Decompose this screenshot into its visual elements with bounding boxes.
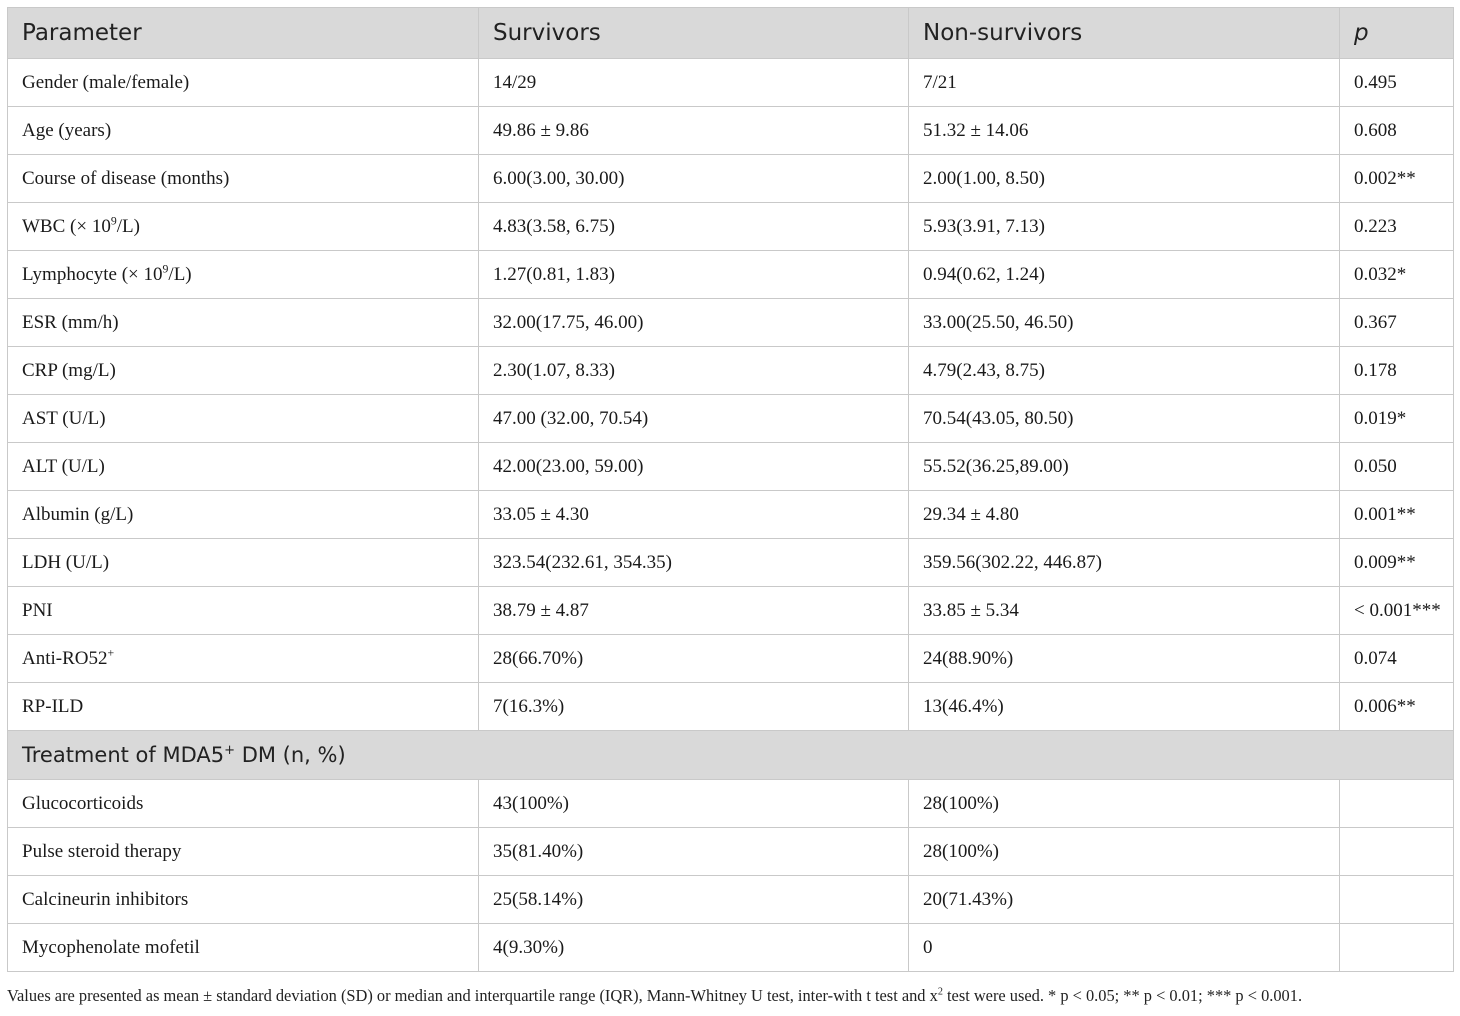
p-value-cell: 0.006** — [1340, 683, 1454, 731]
parameter-cell: CRP (mg/L) — [8, 347, 479, 395]
p-value-cell: 0.032* — [1340, 251, 1454, 299]
p-value-cell: 0.074 — [1340, 635, 1454, 683]
survivors-cell: 43(100%) — [479, 780, 909, 828]
section-header-row — [8, 731, 1454, 780]
survivors-cell: 28(66.70%) — [479, 635, 909, 683]
non-survivors-cell: 2.00(1.00, 8.50) — [909, 155, 1340, 203]
table-row — [8, 251, 1454, 299]
header-row — [8, 8, 1454, 59]
parameter-cell: Anti-RO52+ — [8, 635, 479, 683]
parameter-cell: RP-ILD — [8, 683, 479, 731]
table-row — [8, 59, 1454, 107]
p-value-cell: 0.495 — [1340, 59, 1454, 107]
parameter-cell: Age (years) — [8, 107, 479, 155]
survivors-cell: 323.54(232.61, 354.35) — [479, 539, 909, 587]
non-survivors-cell: 29.34 ± 4.80 — [909, 491, 1340, 539]
survivors-cell: 49.86 ± 9.86 — [479, 107, 909, 155]
table-row — [8, 347, 1454, 395]
table-row — [8, 491, 1454, 539]
p-value-cell: 0.367 — [1340, 299, 1454, 347]
p-value-cell: 0.178 — [1340, 347, 1454, 395]
parameter-cell: WBC (× $10^9/L$) — [8, 203, 479, 251]
table-row — [8, 683, 1454, 731]
parameter-cell: PNI — [8, 587, 479, 635]
p-value-cell — [1340, 924, 1454, 972]
parameter-cell: ESR (mm/h) — [8, 299, 479, 347]
table-row — [8, 443, 1454, 491]
non-survivors-cell: 5.93(3.91, 7.13) — [909, 203, 1340, 251]
parameter-cell: Mycophenolate mofetil — [8, 924, 479, 972]
non-survivors-cell: 24(88.90%) — [909, 635, 1340, 683]
p-value-cell: 0.002** — [1340, 155, 1454, 203]
p-value-cell — [1340, 780, 1454, 828]
parameter-cell: Pulse steroid therapy — [8, 828, 479, 876]
parameter-cell: Calcineurin inhibitors — [8, 876, 479, 924]
survivors-cell: 35(81.40%) — [479, 828, 909, 876]
p-value-cell: 0.223 — [1340, 203, 1454, 251]
non-survivors-cell: 28(100%) — [909, 780, 1340, 828]
table-row — [8, 635, 1454, 683]
survivors-cell: 25(58.14%) — [479, 876, 909, 924]
parameter-cell: Glucocorticoids — [8, 780, 479, 828]
survivors-cell: 38.79 ± 4.87 — [479, 587, 909, 635]
survivors-cell: 1.27(0.81, 1.83) — [479, 251, 909, 299]
table-row — [8, 395, 1454, 443]
table-row — [8, 155, 1454, 203]
table-row — [8, 587, 1454, 635]
non-survivors-cell: 51.32 ± 14.06 — [909, 107, 1340, 155]
survivors-cell: 32.00(17.75, 46.00) — [479, 299, 909, 347]
survivors-cell: 6.00(3.00, 30.00) — [479, 155, 909, 203]
section-title: Treatment of MDA5+ DM (n, %) — [8, 731, 1454, 780]
p-value-cell: 0.009** — [1340, 539, 1454, 587]
parameter-cell: Lymphocyte (× $10^9/L$) — [8, 251, 479, 299]
non-survivors-cell: 28(100%) — [909, 828, 1340, 876]
survivors-cell: 42.00(23.00, 59.00) — [479, 443, 909, 491]
p-value-cell: 0.608 — [1340, 107, 1454, 155]
parameter-cell: Albumin (g/L) — [8, 491, 479, 539]
table-row — [8, 828, 1454, 876]
parameter-cell: ALT (U/L) — [8, 443, 479, 491]
header-p-value: p — [1340, 8, 1454, 59]
non-survivors-cell: 33.85 ± 5.34 — [909, 587, 1340, 635]
table-row — [8, 107, 1454, 155]
header-non-survivors: Non-survivors — [909, 8, 1340, 59]
parameter-cell: AST (U/L) — [8, 395, 479, 443]
parameter-cell: LDH (U/L) — [8, 539, 479, 587]
p-value-cell — [1340, 828, 1454, 876]
table-row — [8, 876, 1454, 924]
table-row — [8, 203, 1454, 251]
p-value-cell: < 0.001*** — [1340, 587, 1454, 635]
survivors-cell: 47.00 (32.00, 70.54) — [479, 395, 909, 443]
header-parameter: Parameter — [8, 8, 479, 59]
table-row — [8, 299, 1454, 347]
p-value-cell: 0.050 — [1340, 443, 1454, 491]
non-survivors-cell: 0.94(0.62, 1.24) — [909, 251, 1340, 299]
table-container — [7, 7, 1453, 972]
parameter-cell: Course of disease (months) — [8, 155, 479, 203]
non-survivors-cell: 7/21 — [909, 59, 1340, 107]
non-survivors-cell: 0 — [909, 924, 1340, 972]
table-row — [8, 780, 1454, 828]
non-survivors-cell: 4.79(2.43, 8.75) — [909, 347, 1340, 395]
non-survivors-cell: 70.54(43.05, 80.50) — [909, 395, 1340, 443]
table-row — [8, 539, 1454, 587]
p-value-cell: 0.019* — [1340, 395, 1454, 443]
p-value-cell — [1340, 876, 1454, 924]
comparison-table — [7, 7, 1454, 972]
non-survivors-cell: 359.56(302.22, 446.87) — [909, 539, 1340, 587]
table-row — [8, 924, 1454, 972]
non-survivors-cell: 20(71.43%) — [909, 876, 1340, 924]
survivors-cell: 4(9.30%) — [479, 924, 909, 972]
survivors-cell: 2.30(1.07, 8.33) — [479, 347, 909, 395]
parameter-cell: Gender (male/female) — [8, 59, 479, 107]
table-footnote: Values are presented as mean ± standard deviation (SD) or median and interquartile range (IQR), Mann-Whitney U test, inter-with t test and $x^2$ test were used. * p < 0.05; ** p < 0.01; *** p < 0.001. — [7, 986, 1303, 1005]
survivors-cell: 14/29 — [479, 59, 909, 107]
header-survivors: Survivors — [479, 8, 909, 59]
non-survivors-cell: 13(46.4%) — [909, 683, 1340, 731]
survivors-cell: 7(16.3%) — [479, 683, 909, 731]
p-value-cell: 0.001** — [1340, 491, 1454, 539]
non-survivors-cell: 55.52(36.25,89.00) — [909, 443, 1340, 491]
non-survivors-cell: 33.00(25.50, 46.50) — [909, 299, 1340, 347]
survivors-cell: 4.83(3.58, 6.75) — [479, 203, 909, 251]
survivors-cell: 33.05 ± 4.30 — [479, 491, 909, 539]
